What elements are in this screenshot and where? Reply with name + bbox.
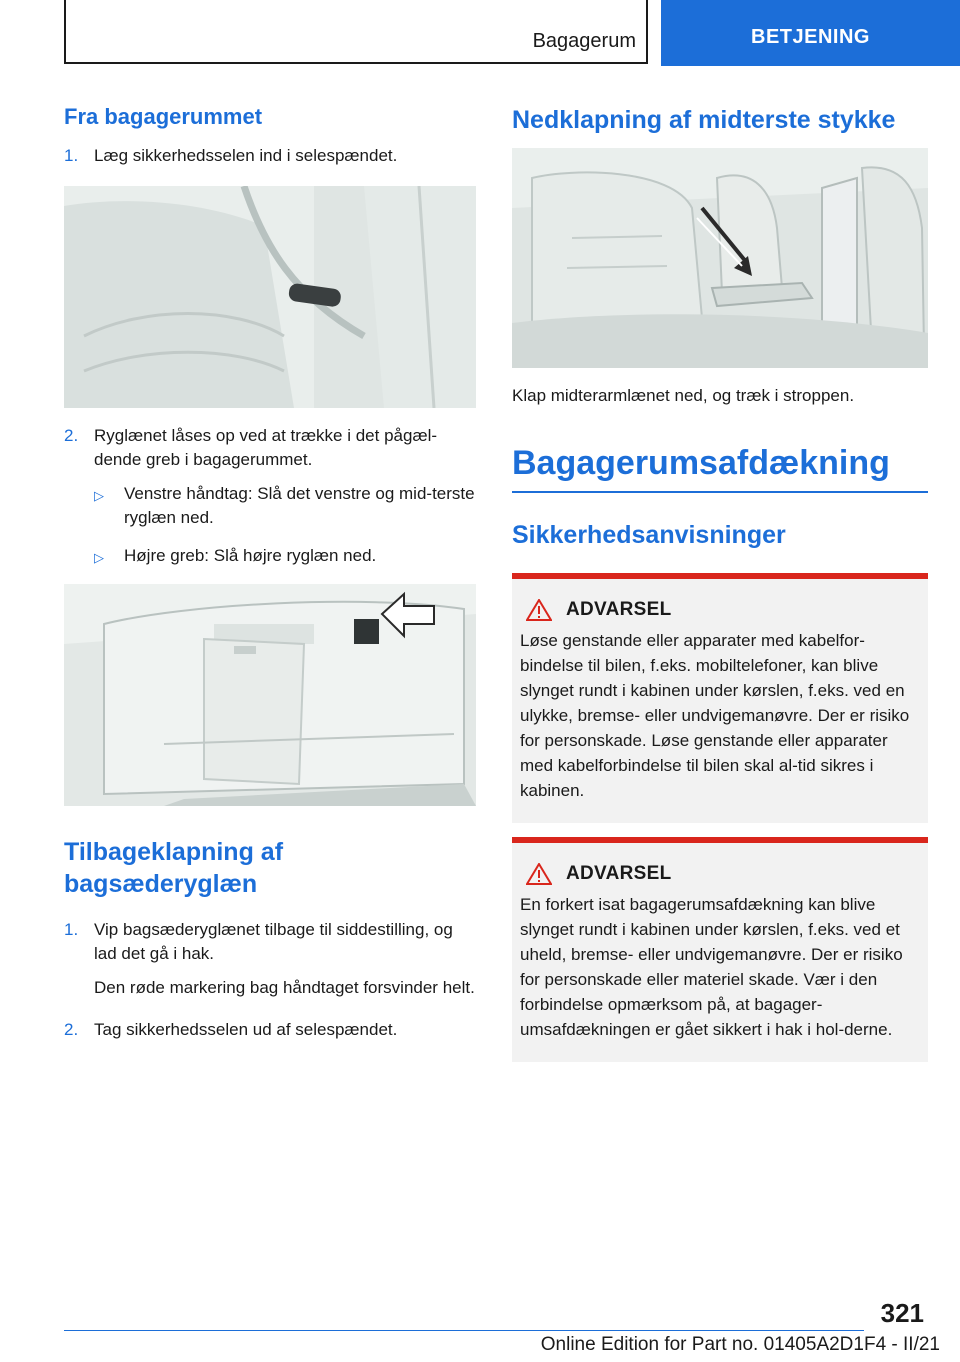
cargo-lever-illustration: [64, 584, 476, 806]
armrest-illustration: [512, 148, 928, 368]
warning-header: [520, 861, 920, 886]
footer-divider: [64, 1330, 864, 1331]
warning-triangle-icon: [526, 863, 552, 885]
warning-box: [512, 573, 928, 823]
warning-header: [520, 597, 920, 622]
footer-edition: Online Edition for Part no. 01405A2D1F4 - II/21: [540, 1334, 940, 1355]
left-column: [64, 100, 476, 1060]
heading-fra-bagagerummet: Fra bagagerummet: [64, 104, 263, 129]
step-item: [64, 424, 476, 472]
step-number: 1.: [64, 146, 79, 165]
warning-title: ADVARSEL: [566, 599, 672, 620]
step-text: Vip bagsæderyglænet tilbage til siddestilling, og lad det gå i hak.: [94, 920, 453, 963]
sub-item-text: Højre greb: Slå højre ryglæn ned.: [124, 546, 377, 565]
step-item: [64, 1018, 476, 1042]
heading-tilbageklapning: Tilbageklapning af bagsæderyglæn: [64, 838, 284, 898]
cargo-lever-photo: [64, 584, 476, 806]
right-column: [512, 100, 928, 1074]
heading-nedklapning: Nedklapning af midterste stykke: [512, 106, 896, 134]
armrest-caption: Klap midterarmlænet ned, og træk i stroppen.: [512, 386, 855, 405]
step-number: 2.: [64, 1020, 79, 1039]
warning-text: Løse genstande eller apparater med kabelfor-bindelse til bilen, f.eks. mobiltelefoner, kan blive slynget rundt i kabinen under kørslen, f.eks. ved en ulykke, bremse- eller undvigemanøvre. Der er risiko for personskade. Løse genstande eller apparater med kabelforbindelse til bilen skal al-tid sikres i kabinen.: [520, 631, 910, 800]
sub-item: [94, 544, 476, 570]
seat-release-illustration: [64, 186, 476, 408]
step-item: [64, 918, 476, 1000]
header-section-title: Bagagerum: [532, 30, 636, 52]
step-text-block: [94, 918, 476, 1000]
heading-bagagerumsafdaekning: Bagagerumsafdækning: [512, 444, 928, 493]
step-text: Ryglænet låses op ved at trække i det pågæl-dende greb i bagagerummet.: [94, 426, 438, 469]
warning-box: [512, 837, 928, 1062]
armrest-photo: [512, 148, 928, 368]
header-chapter-tab: BETJENING: [661, 0, 960, 66]
heading-sikkerhedsanvisninger: Sikkerhedsanvisninger: [512, 521, 786, 549]
page-number: 321: [880, 1298, 924, 1328]
step-number: 1.: [64, 920, 79, 939]
triangle-bullet-icon: ▷: [94, 488, 104, 503]
step-text-note: Den røde markering bag håndtaget forsvinder helt.: [94, 978, 475, 997]
seat-release-photo: [64, 186, 476, 408]
step-item: [64, 144, 476, 168]
step-text: Tag sikkerhedsselen ud af selespændet.: [94, 1020, 398, 1039]
triangle-bullet-icon: ▷: [94, 550, 104, 565]
warning-triangle-icon: [526, 599, 552, 621]
step-number: 2.: [64, 426, 79, 445]
sub-item-text: Venstre håndtag: Slå det venstre og mid-terste ryglæn ned.: [124, 484, 475, 527]
warning-text: En forkert isat bagagerumsafdækning kan blive slynget rundt i kabinen under kørslen, f.eks. ved et uheld, bremse- eller undvigemanøvre. Der er risiko for personskade eller materiel skade. Vær i den forbindelse opmærksom på, at bagager-umsafdækningen er gået sikkert i hak i hol-derne.: [520, 895, 903, 1039]
sub-item: [94, 482, 476, 530]
step-text: Læg sikkerhedsselen ind i selespændet.: [94, 146, 398, 165]
warning-title: ADVARSEL: [566, 863, 672, 884]
